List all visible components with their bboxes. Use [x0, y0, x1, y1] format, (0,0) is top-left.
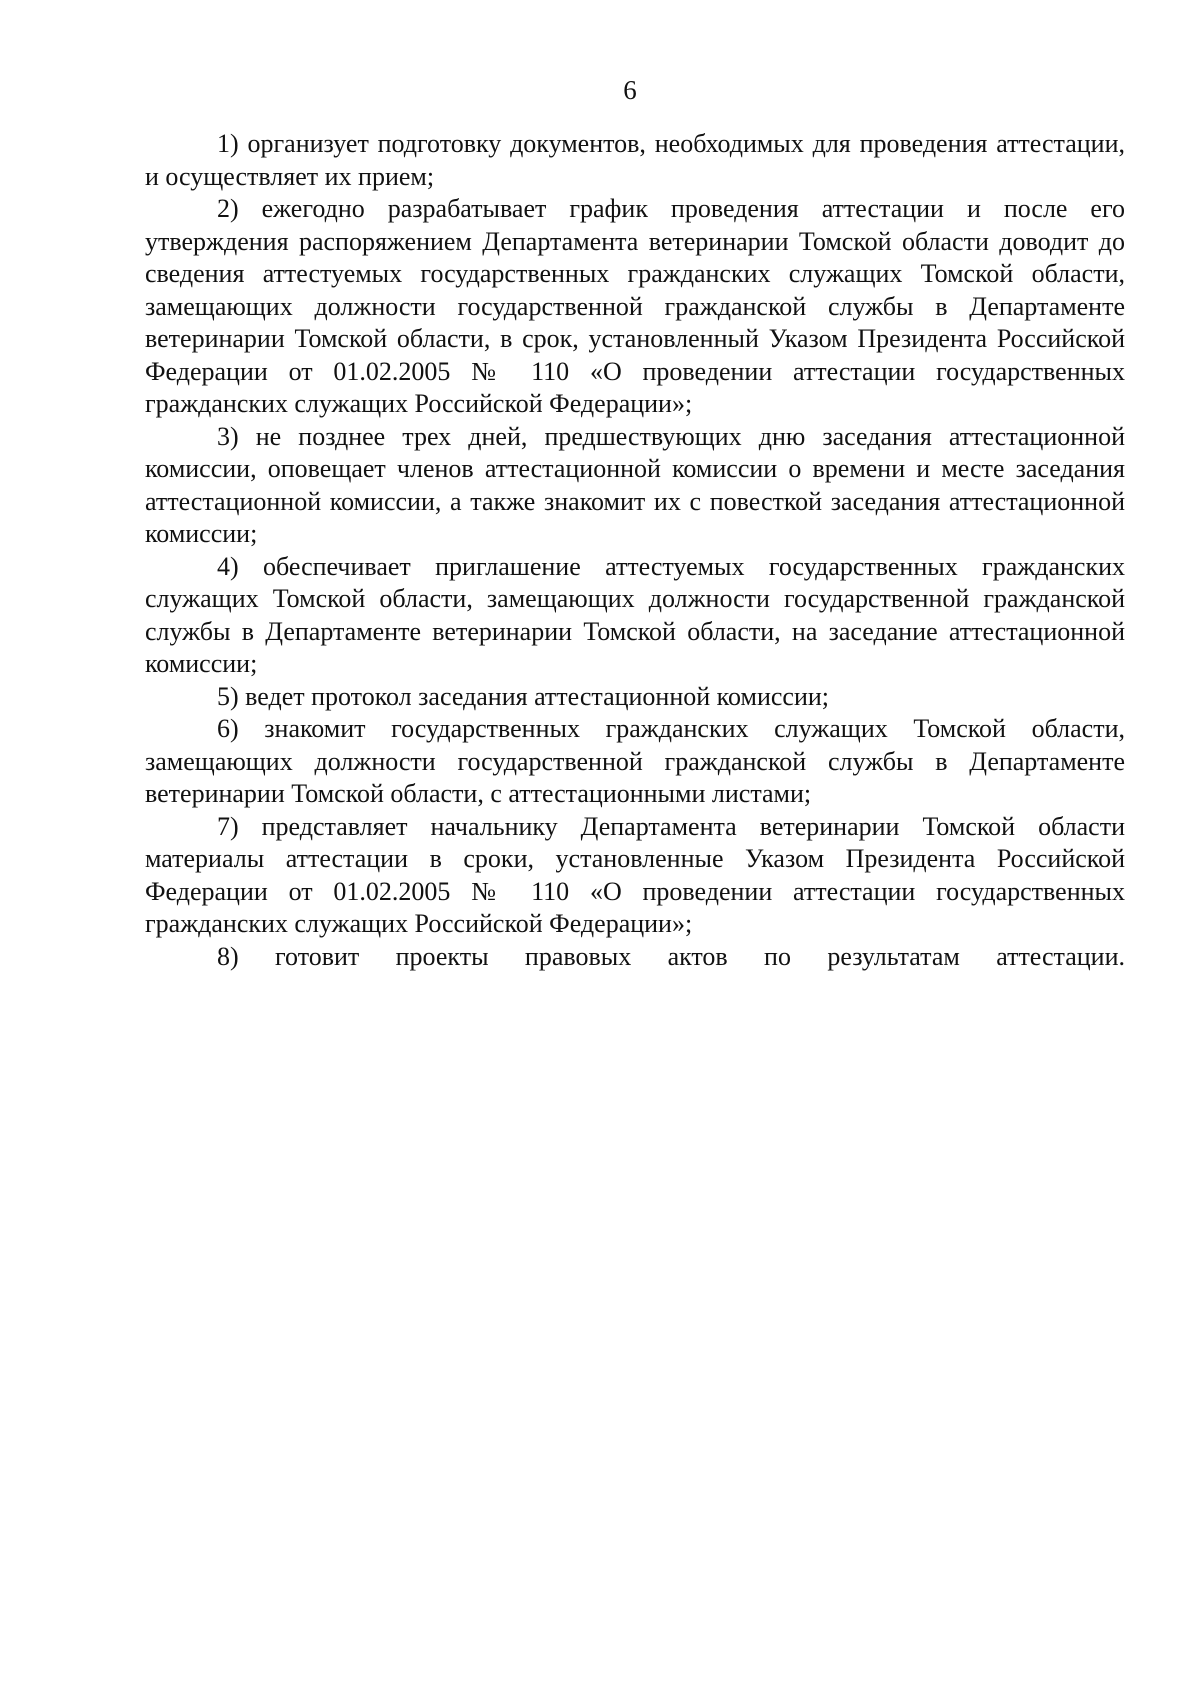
list-item: 5) ведет протокол заседания аттестационной комиссии; — [217, 681, 829, 711]
list-item: 7) представляет начальнику Департамента ветеринарии Томской области материалы аттестации в сроки, установленные Указом Президента Российской Федерации от 01.02.2005 № 110 «О проведении аттестации государственных гражданских служащих Российской Федерации»; — [145, 811, 1125, 938]
document-body — [145, 128, 1125, 973]
page-number: 6 — [623, 75, 637, 105]
list-item: 1) организует подготовку документов, необходимых для проведения аттестации, и осуществляет их прием; — [145, 129, 1125, 191]
list-item: 4) обеспечивает приглашение аттестуемых государственных гражданских служащих Томской области, замещающих должности государственной гражданской службы в Департаменте ветеринарии Томской области, на заседание аттестационной комиссии; — [145, 551, 1125, 678]
list-item: 6) знакомит государственных гражданских служащих Томской области, замещающих должности государственной гражданской службы в Департаменте ветеринарии Томской области, с аттестационными листами; — [145, 714, 1125, 808]
list-item: 8) готовит проекты правовых актов по результатам аттестации. — [217, 941, 1125, 971]
list-item: 2) ежегодно разрабатывает график проведения аттестации и после его утверждения распоряжением Департамента ветеринарии Томской области доводит до сведения аттестуемых государственных гражданских служащих Томской области, замещающих должности государственной гражданской службы в Департаменте ветеринарии Томской области, в срок, установленный Указом Президента Российской Федерации от 01.02.2005 № 110 «О проведении аттестации государственных гражданских служащих Российской Федерации»; — [145, 194, 1125, 418]
list-item: 3) не позднее трех дней, предшествующих дню заседания аттестационной комиссии, оповещает членов аттестационной комиссии о времени и месте заседания аттестационной комиссии, а также знакомит их с повесткой заседания аттестационной комиссии; — [145, 421, 1125, 548]
